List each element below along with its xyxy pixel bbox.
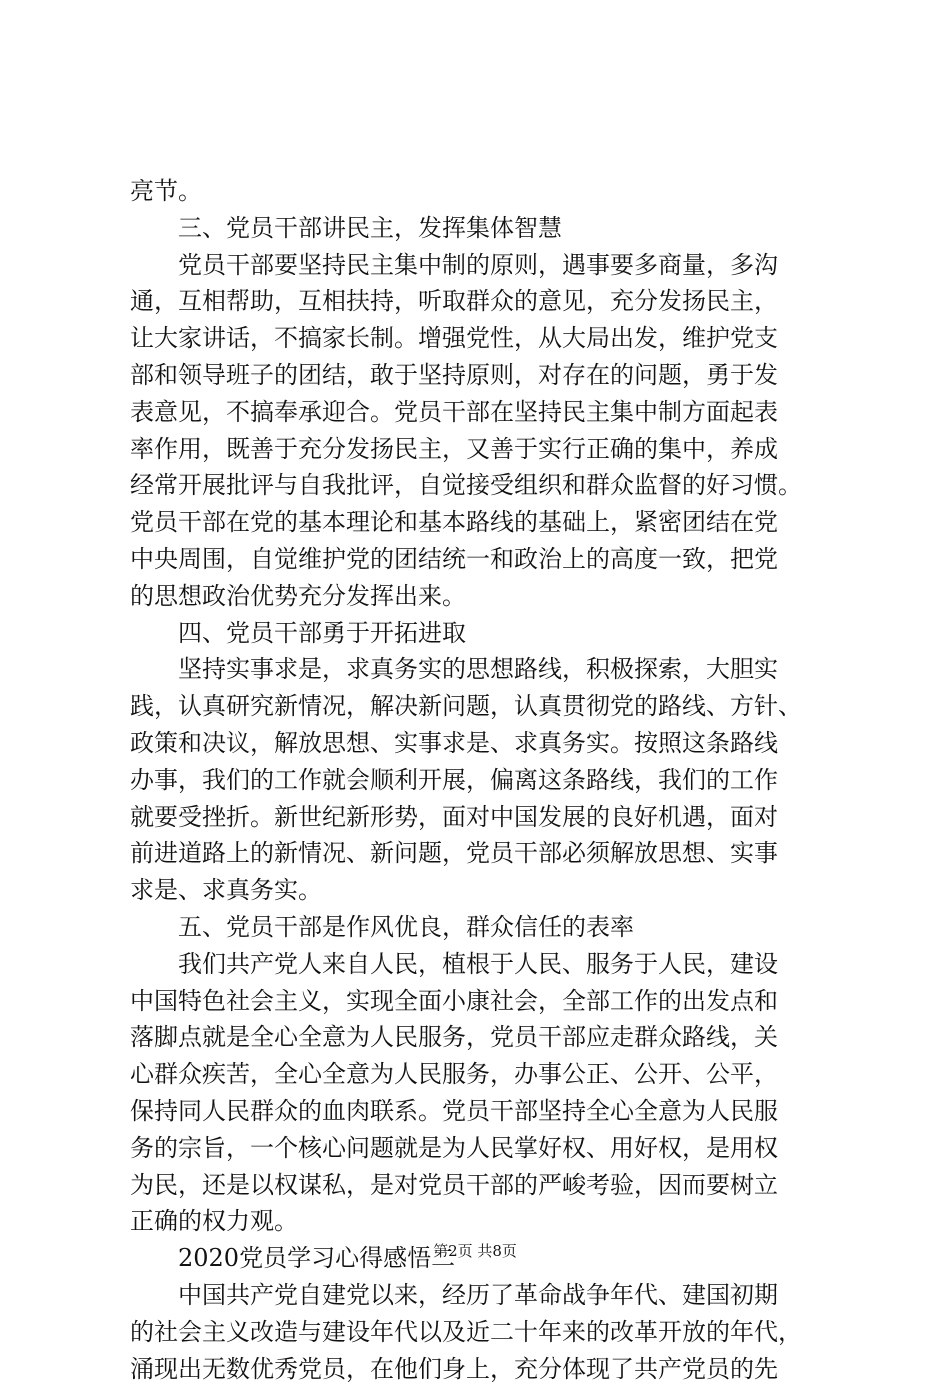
text-line: 率作用，既善于充分发扬民主，又善于实行正确的集中，养成 (130, 431, 830, 468)
text-line: 部和领导班子的团结，敢于坚持原则，对存在的问题，勇于发 (130, 357, 830, 394)
text-line: 让大家讲话，不搞家长制。增强党性，从大局出发，维护党支 (130, 320, 830, 357)
text-line: 的社会主义改造与建设年代以及近二十年来的改革开放的年代， (130, 1314, 830, 1351)
text-line: 的思想政治优势充分发挥出来。 (130, 578, 830, 615)
document-body (130, 173, 830, 1387)
text-line: 经常开展批评与自我批评，自觉接受组织和群众监督的好习惯。 (130, 467, 830, 504)
text-line: 务的宗旨，一个核心问题就是为人民掌好权、用好权，是用权 (130, 1130, 830, 1167)
text-line: 保持同人民群众的血肉联系。党员干部坚持全心全意为人民服 (130, 1093, 830, 1130)
text-line: 我们共产党人来自人民，植根于人民、服务于人民，建设 (130, 946, 830, 983)
page-footer: 第2页 共8页 (0, 1241, 950, 1261)
text-line: 通，互相帮助，互相扶持，听取群众的意见，充分发扬民主， (130, 283, 830, 320)
text-line: 党员干部在党的基本理论和基本路线的基础上，紧密团结在党 (130, 504, 830, 541)
text-line: 正确的权力观。 (130, 1203, 830, 1240)
text-line: 就要受挫折。新世纪新形势，面对中国发展的良好机遇，面对 (130, 799, 830, 836)
text-line: 求是、求真务实。 (130, 872, 830, 909)
text-line: 落脚点就是全心全意为人民服务，党员干部应走群众路线，关 (130, 1019, 830, 1056)
text-line: 心群众疾苦，全心全意为人民服务，办事公正、公开、公平， (130, 1056, 830, 1093)
text-line: 三、党员干部讲民主，发挥集体智慧 (130, 210, 830, 247)
text-line: 践，认真研究新情况，解决新问题，认真贯彻党的路线、方针、 (130, 688, 830, 725)
text-line: 为民，还是以权谋私，是对党员干部的严峻考验，因而要树立 (130, 1167, 830, 1204)
text-line: 四、党员干部勇于开拓进取 (130, 615, 830, 652)
text-line: 中央周围，自觉维护党的团结统一和政治上的高度一致，把党 (130, 541, 830, 578)
text-line: 坚持实事求是，求真务实的思想路线，积极探索，大胆实 (130, 651, 830, 688)
text-line: 涌现出无数优秀党员，在他们身上，充分体现了共产党员的先 (130, 1351, 830, 1387)
text-line: 党员干部要坚持民主集中制的原则，遇事要多商量，多沟 (130, 247, 830, 284)
text-line: 中国特色社会主义，实现全面小康社会，全部工作的出发点和 (130, 983, 830, 1020)
text-line: 中国共产党自建党以来，经历了革命战争年代、建国初期 (130, 1277, 830, 1314)
text-line: 办事，我们的工作就会顺利开展，偏离这条路线，我们的工作 (130, 762, 830, 799)
text-line: 政策和决议，解放思想、实事求是、求真务实。按照这条路线 (130, 725, 830, 762)
text-line: 表意见，不搞奉承迎合。党员干部在坚持民主集中制方面起表 (130, 394, 830, 431)
text-line: 2020党员学习心得感悟二 (130, 1240, 830, 1277)
text-line: 亮节。 (130, 173, 830, 210)
text-line: 五、党员干部是作风优良，群众信任的表率 (130, 909, 830, 946)
text-line: 前进道路上的新情况、新问题，党员干部必须解放思想、实事 (130, 835, 830, 872)
